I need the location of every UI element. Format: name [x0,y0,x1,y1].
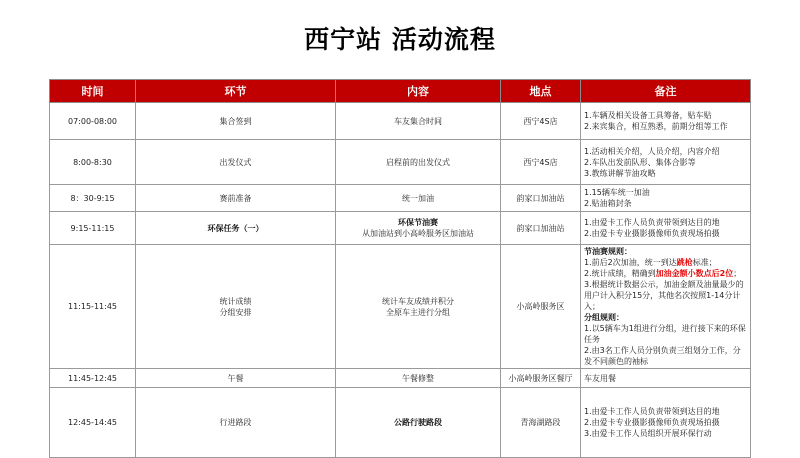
rule-heading: 节油赛规则： [584,247,632,256]
note-line: 2.由3名工作人员分别负责三组划分工作，分发不同颜色的袖标 [584,346,741,366]
location-cell: 韵家口加油站 [501,185,581,212]
highlight-text: 加油金额小数点后2位 [655,269,734,278]
notes-cell [581,245,751,369]
notes-cell [581,140,751,185]
note-line: 3.由爱卡工作人员组织开展环保行动 [584,429,712,438]
stage-cell: 行进路段 [136,388,336,458]
time-cell: 07:00-08:00 [50,103,136,140]
content-cell [336,140,501,185]
note-line [584,268,747,279]
note-text: ； [733,269,742,278]
note-line: 3.根据统计数据公示，加油金额及油量最少的用户计入积分15分，其他名次按照1-14分计入； [584,280,744,311]
content-line: 统计车友成绩并积分 [382,296,454,306]
stage-cell: 出发仪式 [136,140,336,185]
stage-cell: 环保任务（一） [136,212,336,245]
table-row [50,103,751,140]
table-row [50,245,751,369]
header-notes: 备注 [581,80,751,103]
note-line: 车友用餐 [584,373,616,383]
location-cell: 西宁4S店 [501,140,581,185]
content-cell [336,185,501,212]
time-cell: 8：30-9:15 [50,185,136,212]
content-line: 车友集合时间 [394,116,442,126]
stage-cell: 集合签到 [136,103,336,140]
notes-cell [581,185,751,212]
time-cell: 12:45-14:45 [50,388,136,458]
highlight-text: 跳枪 [676,258,693,267]
table-row [50,185,751,212]
header-time: 时间 [50,80,136,103]
content-cell [336,388,501,458]
note-text: 1.前后2次加油，统一到达 [584,258,677,267]
note-line: 3.教练讲解节油攻略 [584,168,656,178]
time-cell: 9:15-11:15 [50,212,136,245]
content-line: 全原车主进行分组 [386,307,450,317]
location-cell: 小高岭服务区 [501,245,581,369]
note-line: 1.由爱卡工作人员负责带领到达目的地 [584,218,720,227]
content-cell [336,369,501,388]
location-cell: 西宁4S店 [501,103,581,140]
note-line: 1.活动相关介绍，人员介绍，内容介绍 [584,146,720,156]
content-cell [336,245,501,369]
note-line: 1.以5辆车为1组进行分组，进行接下来的环保任务 [584,324,746,344]
note-line: 2.来宾集合，相互熟悉，前期分组等工作 [584,122,728,131]
header-stage: 环节 [136,80,336,103]
location-cell: 韵家口加油站 [501,212,581,245]
table-row [50,388,751,458]
note-line: 2.贴油箱封条 [584,199,632,208]
note-text: 标准； [692,258,717,267]
note-line: 1.15辆车统一加油 [584,188,650,197]
location-cell: 青海湖路段 [501,388,581,458]
location-cell: 小高岭服务区餐厅 [501,369,581,388]
content-cell [336,103,501,140]
content-cell [336,212,501,245]
note-line: 2.由爱卡专业摄影摄像师负责现场拍摄 [584,229,720,238]
notes-cell [581,212,751,245]
schedule-table [49,79,751,458]
table-row [50,369,751,388]
note-line [584,257,747,268]
content-line: 午餐修整 [402,373,434,383]
content-line: 环保节油赛 [398,218,438,227]
notes-cell [581,103,751,140]
stage-line: 分组安排 [219,307,252,317]
stage-cell: 午餐 [136,369,336,388]
stage-line: 统计成绩 [219,296,252,306]
note-line: 2.由爱卡专业摄影摄像师负责现场拍摄 [584,418,720,427]
note-text: 2.统计成绩，精确到 [584,269,656,278]
stage-cell [136,245,336,369]
content-line: 从加油站到小高岭服务区加油站 [362,229,474,238]
header-content: 内容 [336,80,501,103]
header-location: 地点 [501,80,581,103]
stage-cell: 赛前准备 [136,185,336,212]
note-line: 2.车队出发前队形、集体合影等 [584,157,696,167]
time-cell: 8:00-8:30 [50,140,136,185]
rule-heading: 分组规则： [584,313,624,322]
time-cell: 11:45-12:45 [50,369,136,388]
content-line: 公路行驶路段 [394,418,442,427]
table-row [50,140,751,185]
content-line: 统一加油 [402,193,434,203]
time-cell: 11:15-11:45 [50,245,136,369]
note-line: 1.由爱卡工作人员负责带领到达目的地 [584,407,720,416]
note-line: 1.车辆及相关设备工具筹备，贴车贴 [584,111,712,120]
notes-cell [581,369,751,388]
table-row [50,212,751,245]
page-title: 西宁站 活动流程 [304,25,496,54]
content-line: 启程前的出发仪式 [386,157,450,167]
table-header-row [50,80,751,103]
notes-cell [581,388,751,458]
